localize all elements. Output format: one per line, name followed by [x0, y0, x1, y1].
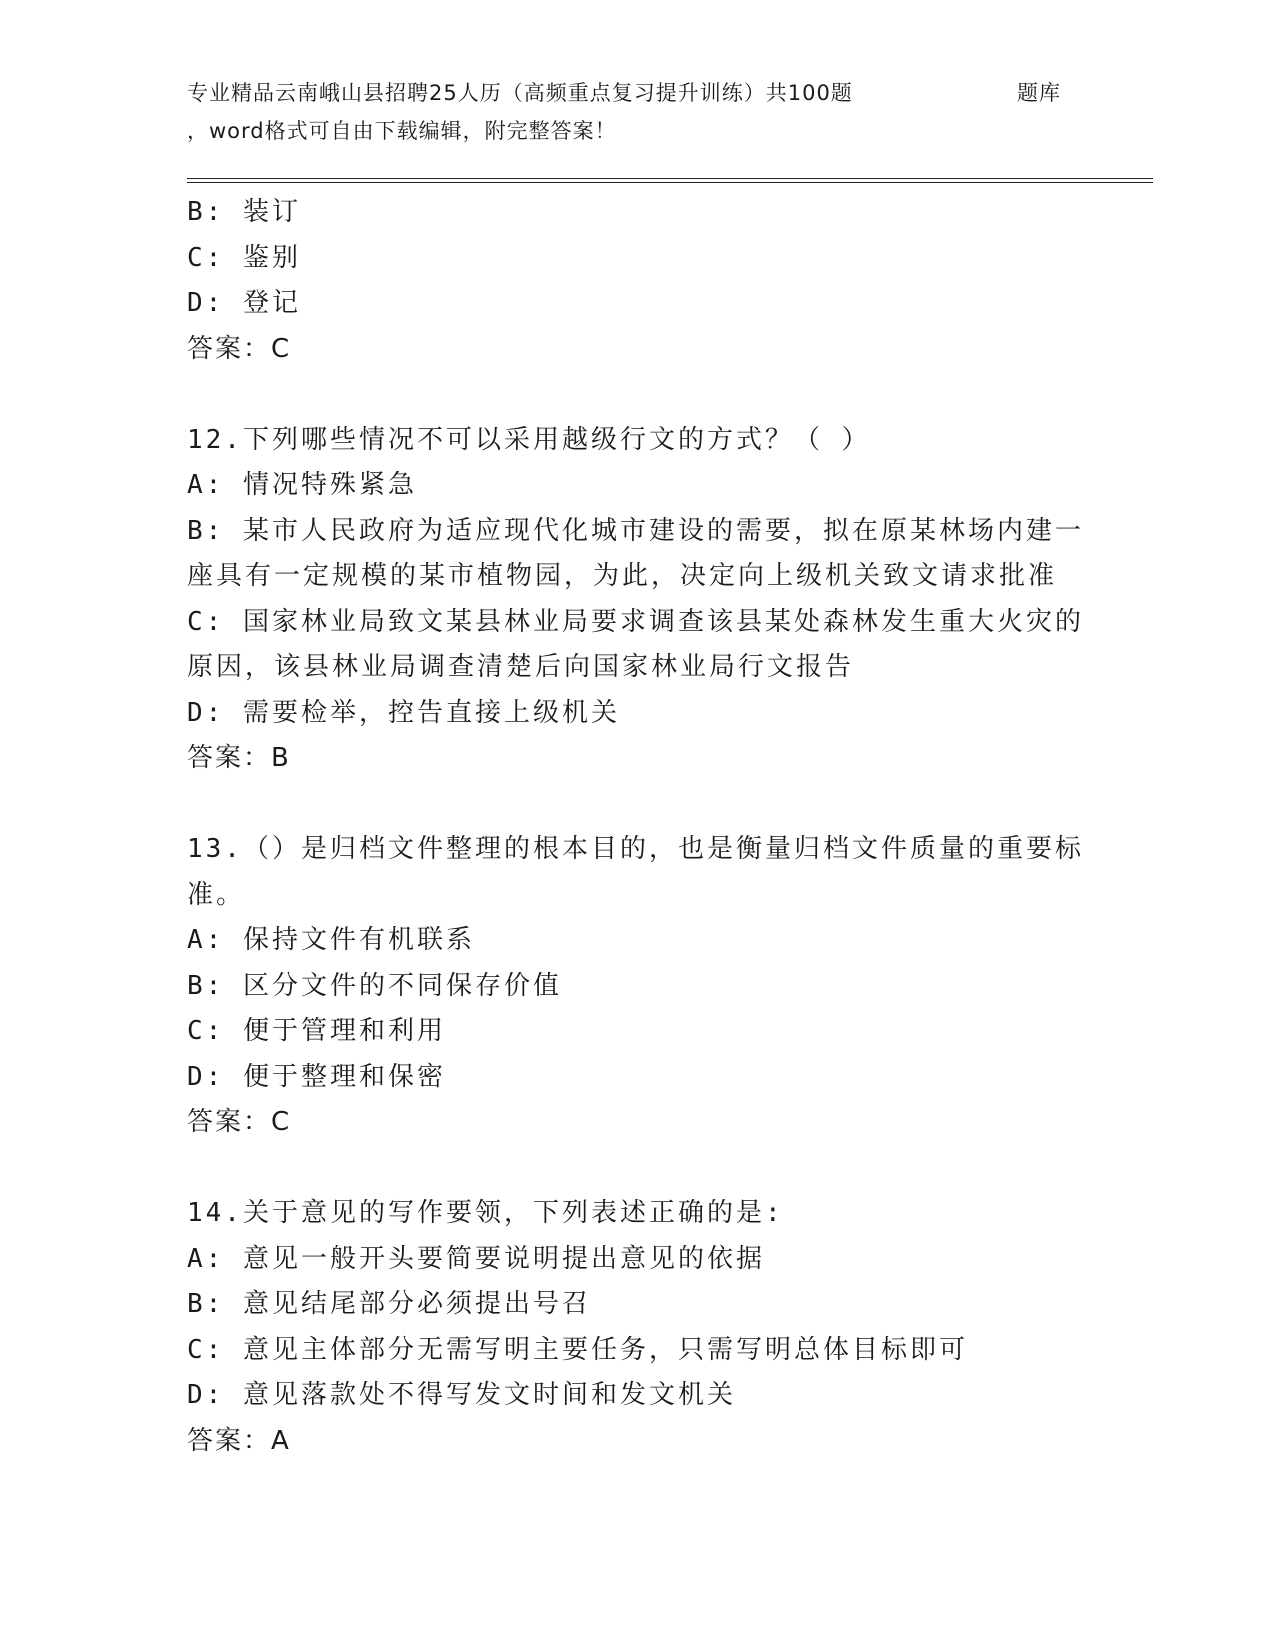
question-line: 13.（）是归档文件整理的根本目的，也是衡量归档文件质量的重要标: [187, 834, 1084, 864]
header-tag: 题库: [1017, 81, 1061, 105]
question-line: D: 登记: [187, 288, 301, 318]
block-spacer: [187, 372, 1087, 418]
block-spacer: [187, 782, 1087, 828]
header-line-1: [187, 74, 1147, 112]
question-block: [187, 1191, 1087, 1464]
answer-line: 答案：C: [187, 1107, 292, 1137]
question-line: B: 意见结尾部分必须提出号召: [187, 1289, 591, 1319]
question-line: 12.下列哪些情况不可以采用越级行文的方式？（ ）: [187, 424, 871, 455]
question-line: D: 需要检举，控告直接上级机关: [187, 697, 620, 728]
document-title: 专业精品云南峨山县招聘25人历（高频重点复习提升训练）共100题: [187, 81, 853, 105]
answer-line: 答案：A: [187, 1425, 291, 1456]
question-line: B: 区分文件的不同保存价值: [187, 970, 562, 1001]
answer-line: 答案：C: [187, 333, 292, 364]
header-rule-top: [187, 178, 1153, 179]
question-line: B: 某市人民政府为适应现代化城市建设的需要，拟在原某林场内建一: [187, 515, 1084, 546]
question-line: 准。: [187, 879, 246, 910]
question-line: C: 国家林业局致文某县林业局要求调查该县某处森林发生重大火灾的: [187, 606, 1084, 637]
question-block: [187, 418, 1087, 782]
answer-line: 答案：B: [187, 743, 291, 773]
document-title-continued: ，word格式可自由下载编辑，附完整答案！: [187, 119, 617, 143]
question-line: 原因，该县林业局调查清楚后向国家林业局行文报告: [187, 652, 855, 682]
question-line: 14.关于意见的写作要领，下列表述正确的是:: [187, 1198, 784, 1228]
page-header: [187, 74, 1147, 150]
question-line: A: 意见一般开头要简要说明提出意见的依据: [187, 1243, 765, 1274]
question-line: A: 情况特殊紧急: [187, 470, 417, 500]
block-spacer: [187, 1146, 1087, 1192]
question-block: [187, 827, 1087, 1146]
question-line: C: 意见主体部分无需写明主要任务，只需写明总体目标即可: [187, 1334, 968, 1365]
question-line: A: 保持文件有机联系: [187, 925, 475, 955]
question-list: [187, 190, 1087, 1464]
question-line: B: 装订: [187, 197, 301, 227]
question-line: 座具有一定规模的某市植物园，为此，决定向上级机关致文请求批准: [187, 561, 1058, 591]
question-line: C: 鉴别: [187, 242, 301, 273]
question-block: [187, 190, 1087, 372]
question-line: D: 便于整理和保密: [187, 1061, 446, 1092]
question-line: D: 意见落款处不得写发文时间和发文机关: [187, 1380, 736, 1410]
question-line: C: 便于管理和利用: [187, 1016, 446, 1046]
header-rule-bottom: [187, 182, 1153, 183]
